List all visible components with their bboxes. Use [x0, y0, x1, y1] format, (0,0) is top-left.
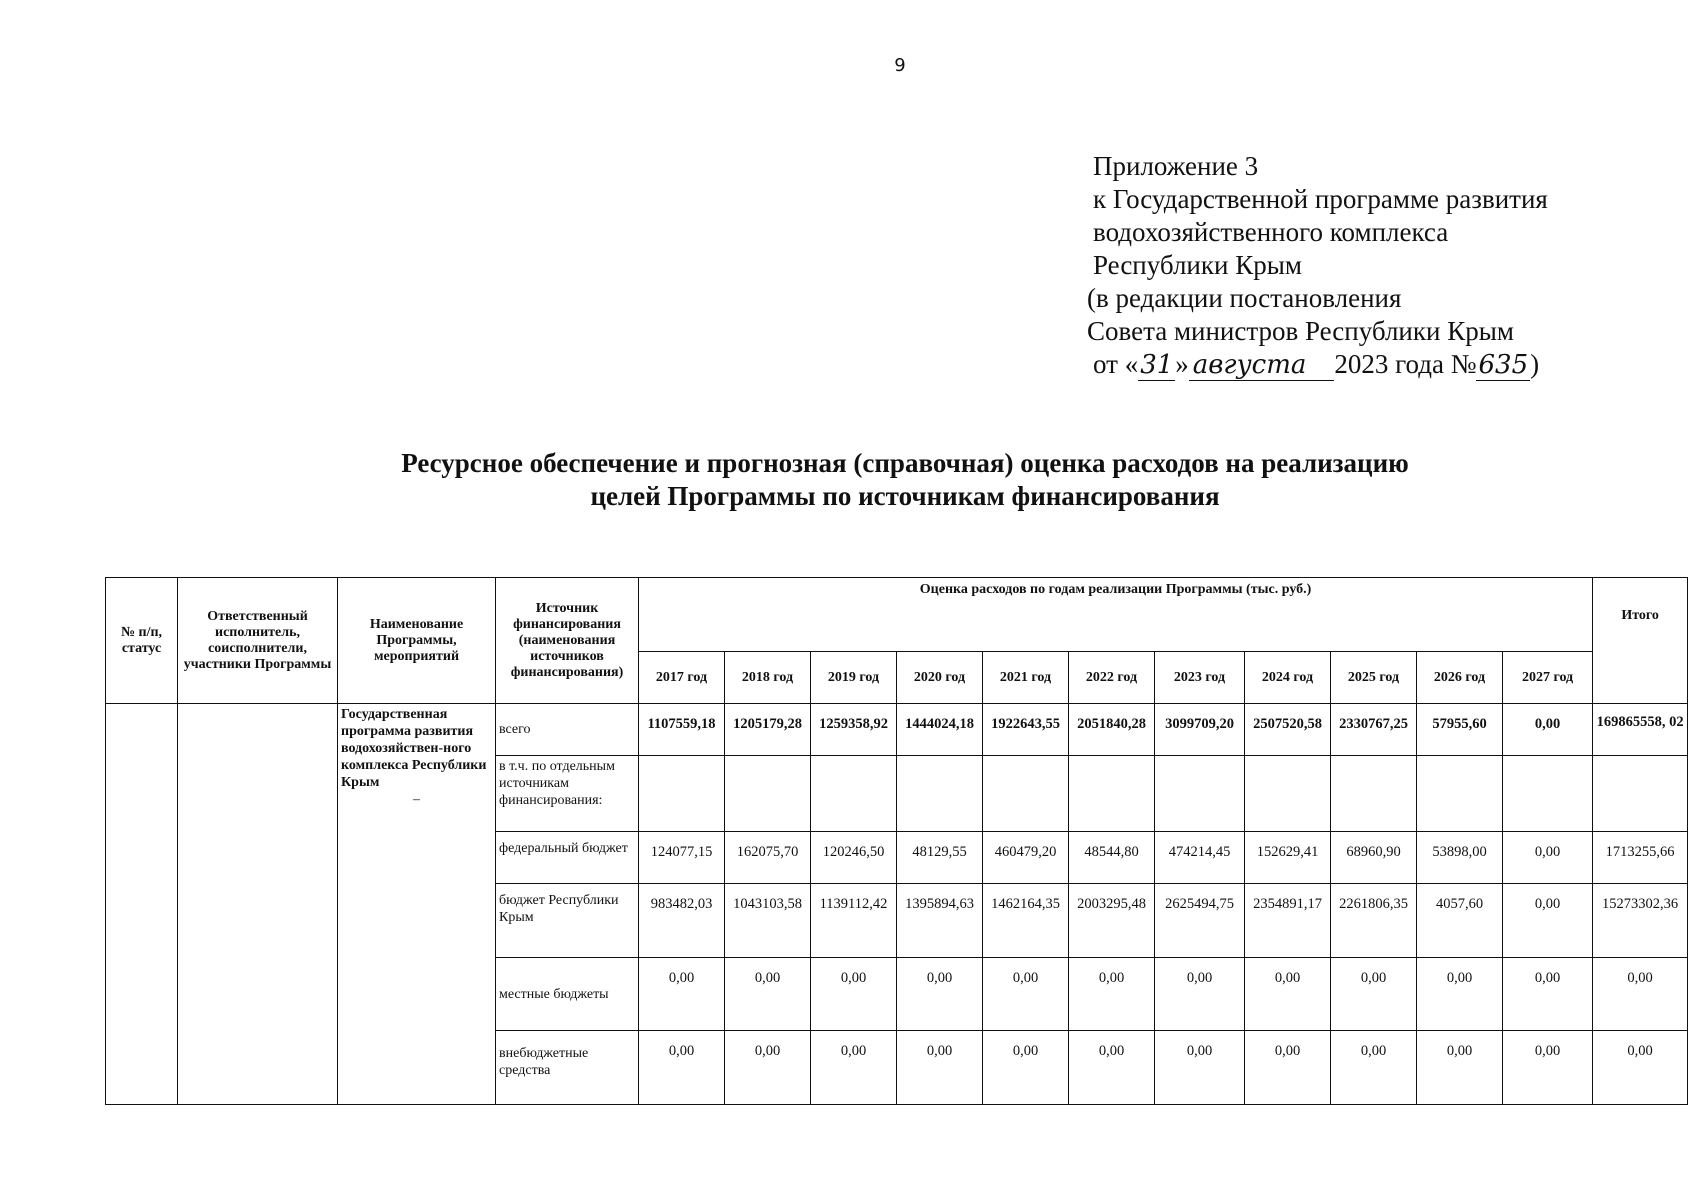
source-cell: федеральный бюджет	[496, 832, 639, 884]
value-cell	[897, 756, 983, 832]
handwritten-month: августа	[1189, 350, 1335, 381]
title-line: целей Программы по источникам финансирования	[590, 481, 1220, 511]
document-title	[300, 447, 1510, 513]
year-header: 2022 год	[1069, 652, 1155, 704]
year-header: 2020 год	[897, 652, 983, 704]
value-cell: 983482,03	[639, 884, 725, 958]
value-cell: 474214,45	[1155, 832, 1245, 884]
value-cell: 1205179,28	[725, 704, 811, 756]
value-cell: 0,00	[639, 958, 725, 1031]
value-cell	[725, 756, 811, 832]
year-header: 2018 год	[725, 652, 811, 704]
value-cell: 0,00	[1417, 958, 1503, 1031]
value-cell: 1259358,92	[811, 704, 897, 756]
value-cell: 0,00	[1069, 958, 1155, 1031]
table-row	[106, 704, 1688, 756]
value-cell: 0,00	[983, 958, 1069, 1031]
value-cell: 460479,20	[983, 832, 1069, 884]
value-cell: 0,00	[1503, 958, 1593, 1031]
value-cell: 1444024,18	[897, 704, 983, 756]
value-cell: 48544,80	[1069, 832, 1155, 884]
value-cell: 120246,50	[811, 832, 897, 884]
handwritten-number: 635	[1478, 350, 1529, 380]
value-cell: 0,00	[1245, 1031, 1331, 1105]
value-cell: 3099709,20	[1155, 704, 1245, 756]
value-cell: 68960,90	[1331, 832, 1417, 884]
value-cell: 1043103,58	[725, 884, 811, 958]
value-cell: 1107559,18	[639, 704, 725, 756]
value-cell	[1503, 756, 1593, 832]
value-cell: 0,00	[1503, 704, 1593, 756]
value-cell: 2003295,48	[1069, 884, 1155, 958]
value-cell	[639, 756, 725, 832]
value-cell: 0,00	[897, 958, 983, 1031]
value-cell: 0,00	[1503, 884, 1593, 958]
value-cell: 2330767,25	[1331, 704, 1417, 756]
value-cell: 0,00	[983, 1031, 1069, 1105]
source-cell: всего	[496, 704, 639, 756]
date-suffix: )	[1530, 349, 1540, 379]
value-cell: 162075,70	[725, 832, 811, 884]
value-cell	[811, 756, 897, 832]
value-cell: 0,00	[811, 1031, 897, 1105]
value-cell: 0,00	[1417, 1031, 1503, 1105]
header-total: Итого	[1593, 578, 1688, 704]
source-cell: местные бюджеты	[496, 958, 639, 1031]
total-cell	[1593, 756, 1688, 832]
value-cell: 2507520,58	[1245, 704, 1331, 756]
page-number: 9	[894, 55, 906, 76]
value-cell: 124077,15	[639, 832, 725, 884]
value-cell	[1417, 756, 1503, 832]
value-cell: 48129,55	[897, 832, 983, 884]
handwritten-day: 31	[1140, 350, 1174, 380]
year-header: 2017 год	[639, 652, 725, 704]
value-cell: 0,00	[1155, 958, 1245, 1031]
value-cell	[1245, 756, 1331, 832]
value-cell: 0,00	[725, 958, 811, 1031]
value-cell: 2625494,75	[1155, 884, 1245, 958]
year-header: 2026 год	[1417, 652, 1503, 704]
value-cell	[983, 756, 1069, 832]
value-cell: 1139112,42	[811, 884, 897, 958]
header-name: Наименование Программы, мероприятий	[338, 578, 496, 704]
value-cell	[1069, 756, 1155, 832]
year-header: 2025 год	[1331, 652, 1417, 704]
total-cell: 15273302,36	[1593, 884, 1688, 958]
value-cell	[1331, 756, 1417, 832]
year-header: 2023 год	[1155, 652, 1245, 704]
program-name-cell	[338, 704, 496, 1105]
program-name: Государственная программа развития водохозяйствен-ного комплекса Республики Крым	[341, 707, 487, 790]
year-header: 2027 год	[1503, 652, 1593, 704]
value-cell: 0,00	[639, 1031, 725, 1105]
executor-cell	[178, 704, 338, 1105]
header-num: № п/п, статус	[106, 578, 178, 704]
value-cell: 1462164,35	[983, 884, 1069, 958]
date-mid: »	[1175, 349, 1189, 379]
source-cell: в т.ч. по отдельным источникам финансирования:	[496, 756, 639, 832]
appendix-line: водохозяйственного комплекса	[1093, 217, 1449, 247]
appendix-line: Совета министров Республики Крым	[1087, 316, 1514, 346]
value-cell: 2354891,17	[1245, 884, 1331, 958]
value-cell: 1395894,63	[897, 884, 983, 958]
total-cell: 169865558, 02	[1593, 704, 1688, 756]
value-cell: 0,00	[1331, 958, 1417, 1031]
appendix-line: Республики Крым	[1093, 250, 1302, 280]
value-cell: 0,00	[1069, 1031, 1155, 1105]
value-cell: 53898,00	[1417, 832, 1503, 884]
value-cell: 0,00	[897, 1031, 983, 1105]
value-cell	[1155, 756, 1245, 832]
value-cell: 152629,41	[1245, 832, 1331, 884]
value-cell: 4057,60	[1417, 884, 1503, 958]
appendix-line: (в редакции постановления	[1087, 283, 1402, 313]
source-cell: бюджет Республики Крым	[496, 884, 639, 958]
source-cell: внебюджетные средства	[496, 1031, 639, 1105]
value-cell: 0,00	[1245, 958, 1331, 1031]
header-source: Источник финансирования (наименования источников финансирования)	[496, 578, 639, 704]
appendix-line: Приложение 3	[1093, 151, 1259, 181]
header-executor: Ответственный исполнитель, соисполнители, участники Программы	[178, 578, 338, 704]
appendix-date-line	[1093, 348, 1548, 382]
total-cell: 0,00	[1593, 1031, 1688, 1105]
header-estimate: Оценка расходов по годам реализации Программы (тыс. руб.)	[639, 578, 1593, 652]
num-cell	[106, 704, 178, 1105]
title-line: Ресурсное обеспечение и прогнозная (справочная) оценка расходов на реализацию	[401, 448, 1409, 478]
total-cell: 1713255,66	[1593, 832, 1688, 884]
appendix-block	[1087, 150, 1548, 382]
value-cell: 0,00	[1331, 1031, 1417, 1105]
date-year: 2023 года №	[1334, 349, 1477, 379]
value-cell: 1922643,55	[983, 704, 1069, 756]
value-cell: 57955,60	[1417, 704, 1503, 756]
value-cell: 2051840,28	[1069, 704, 1155, 756]
year-header: 2024 год	[1245, 652, 1331, 704]
year-header: 2021 год	[983, 652, 1069, 704]
value-cell: 2261806,35	[1331, 884, 1417, 958]
total-cell: 0,00	[1593, 958, 1688, 1031]
value-cell: 0,00	[1155, 1031, 1245, 1105]
value-cell: 0,00	[725, 1031, 811, 1105]
date-prefix: от «	[1093, 349, 1139, 379]
appendix-line: к Государственной программе развития	[1093, 184, 1548, 214]
value-cell: 0,00	[811, 958, 897, 1031]
funding-table	[105, 577, 1688, 1105]
value-cell: 0,00	[1503, 832, 1593, 884]
value-cell: 0,00	[1503, 1031, 1593, 1105]
program-dash: –	[413, 792, 420, 807]
year-header: 2019 год	[811, 652, 897, 704]
